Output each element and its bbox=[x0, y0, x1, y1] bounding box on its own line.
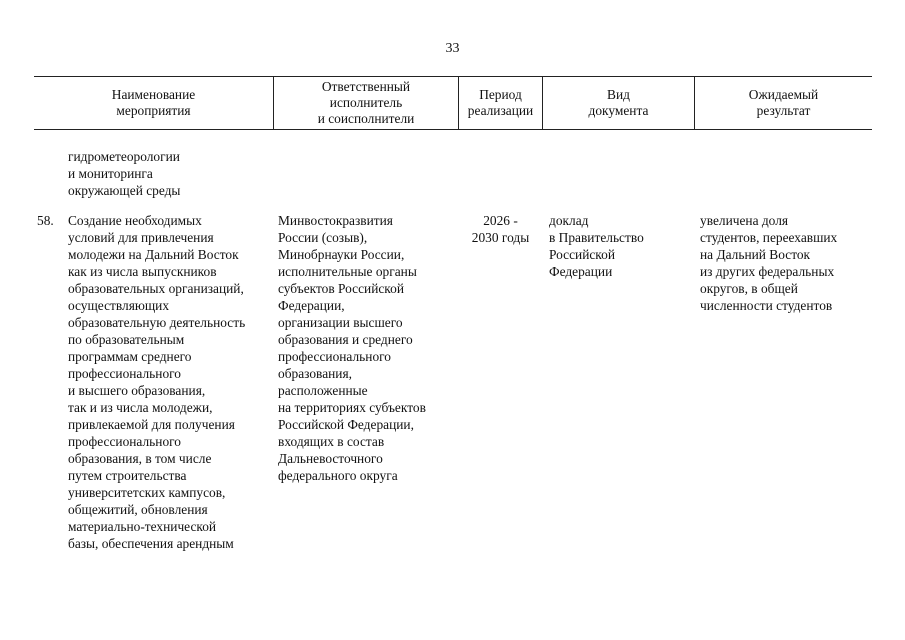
header-name: Наименование мероприятия bbox=[111, 86, 196, 118]
row-name: гидрометеорологии и мониторинга окружающей среды bbox=[68, 149, 181, 198]
row-number: 58. bbox=[37, 213, 54, 228]
header-result: Ожидаемый результат bbox=[748, 86, 819, 118]
header-doc-type: Вид документа bbox=[588, 86, 649, 118]
row-name: Создание необходимых условий для привлечения молодежи на Дальний Восток как из числа выпускников образовательных организаций, осуществляющих образовательную деятельность по образовательным программам среднего профессионального и высшего образования, так и из числа молодежи, привлекаемой для получения профессионального образования, в том числе путем строительства университетских кампусов, общежитий, обновления материально-технической базы, обеспечения арендным bbox=[68, 213, 246, 551]
header-period: Период реализации bbox=[467, 86, 534, 118]
page-number: 33 bbox=[445, 41, 460, 56]
row-doc-type: доклад в Правительство Российской Федерации bbox=[549, 213, 644, 279]
table-header-rule bbox=[34, 129, 872, 130]
row-period: 2026 - 2030 годы bbox=[471, 213, 530, 245]
row-executor: Минвостокразвития России (созыв), Минобрнауки России, исполнительные органы субъектов Российской Федерации, организации высшего образования и среднего профессионального образования, расположенные на территориях субъектов Российской Федерации, входящих в состав Дальневосточного федерального округа bbox=[278, 213, 426, 483]
header-executor: Ответственный исполнитель и соисполнители bbox=[317, 78, 415, 126]
row-result: увеличена доля студентов, переехавших на Дальний Восток из других федеральных округов, в общей численности студентов bbox=[700, 213, 838, 313]
